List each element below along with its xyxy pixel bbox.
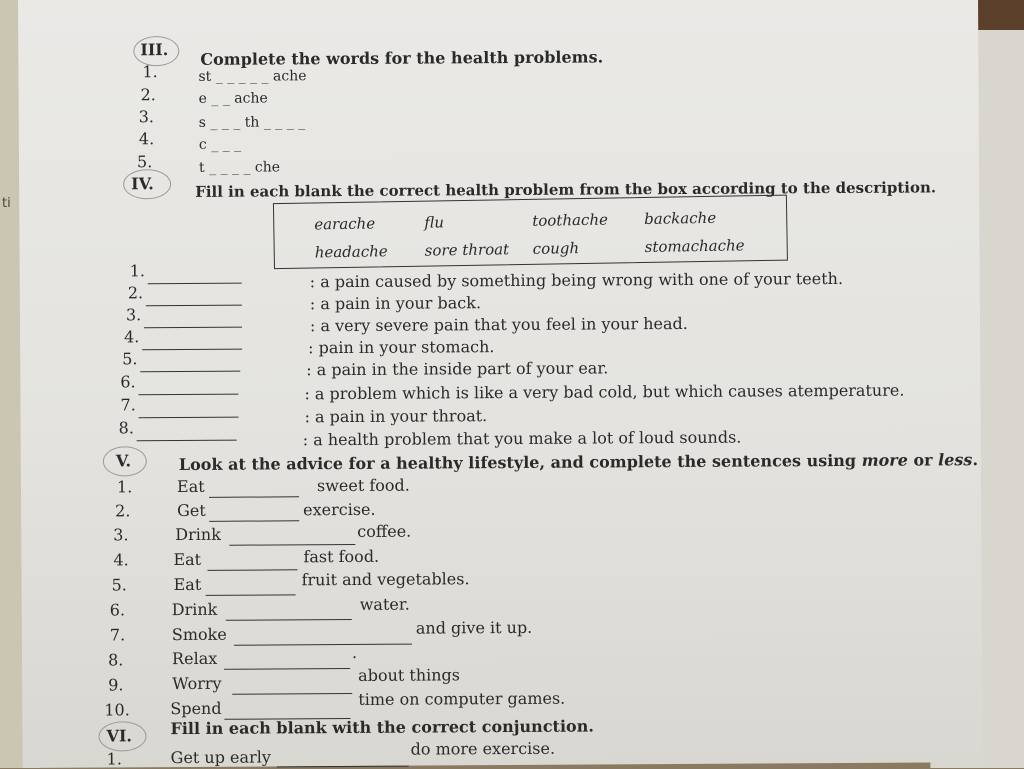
sentence-rest: . — [351, 642, 358, 662]
word-puzzle-item[interactable]: s _ _ _ th _ _ _ _ — [198, 114, 306, 131]
answer-blank[interactable] — [138, 380, 238, 396]
item-number: 8. — [118, 418, 134, 438]
description-text: : a very severe pain that you feel in your head. — [309, 313, 688, 336]
sentence-rest: water. — [359, 594, 410, 614]
item-number: 5. — [136, 152, 153, 172]
description-text: : a pain in your back. — [309, 293, 482, 314]
sentence-rest: and give it up. — [415, 617, 533, 638]
answer-blank[interactable] — [138, 403, 238, 419]
section-6-heading: Fill in each blank with the correct conjunction. — [170, 716, 594, 739]
item-number: 10. — [104, 700, 130, 720]
item-number: 3. — [113, 525, 129, 545]
sentence-verb: Smoke — [171, 624, 227, 645]
section-3-number: III. — [140, 40, 169, 60]
word-puzzle-item[interactable]: t _ _ _ _ che — [198, 159, 281, 176]
box-word: toothache — [532, 210, 609, 230]
item-number: 4. — [113, 550, 129, 570]
answer-blank[interactable] — [209, 482, 299, 498]
item-number: 5. — [122, 349, 138, 369]
answer-blank[interactable] — [224, 654, 350, 670]
description-text: : a pain in the inside part of your ear. — [306, 358, 609, 380]
description-text: : a pain caused by something being wrong with one of your teeth. — [309, 268, 844, 292]
sentence-rest: fast food. — [303, 546, 380, 567]
answer-blank[interactable] — [226, 605, 352, 621]
box-word: headache — [314, 242, 388, 262]
description-text: : pain in your stomach. — [308, 337, 495, 358]
item-number: 7. — [120, 395, 136, 415]
sentence-rest: coffee. — [357, 521, 412, 541]
description-text: : a pain in your throat. — [304, 406, 488, 427]
item-number: 6. — [120, 372, 136, 392]
item-number: 2. — [127, 283, 144, 303]
section-3-heading: Complete the words for the health problems. — [200, 47, 604, 69]
item-number: 1. — [106, 749, 122, 769]
sentence-rest: about things — [358, 665, 461, 685]
item-number: 3. — [138, 107, 155, 127]
description-text: : a problem which is like a very bad cold, but which causes atemperature. — [304, 380, 905, 404]
heading-or: or — [907, 450, 939, 470]
sentence-verb: Eat — [173, 549, 202, 570]
description-text: : a health problem that you make a lot of loud sounds. — [302, 427, 742, 450]
answer-blank[interactable] — [229, 530, 355, 546]
word-puzzle-item[interactable]: c _ _ _ — [198, 136, 242, 153]
item-number: 2. — [140, 85, 156, 105]
sentence-rest: exercise. — [303, 499, 376, 520]
item-number: 1. — [116, 477, 133, 497]
sentence-verb: Eat — [176, 476, 205, 497]
item-number: 2. — [115, 501, 131, 521]
answer-blank[interactable] — [148, 269, 242, 285]
item-number: 4. — [138, 129, 155, 149]
answer-blank[interactable] — [277, 752, 409, 768]
section-5-number: V. — [115, 451, 132, 471]
answer-blank[interactable] — [206, 580, 296, 596]
heading-text: Look at the advice for a healthy lifestyle, and complete the sentences using — [178, 450, 862, 475]
word-box — [273, 195, 788, 270]
worksheet-page — [18, 0, 983, 768]
sentence-rest: do more exercise. — [410, 738, 556, 759]
item-number: 4. — [124, 327, 140, 347]
box-word: sore throat — [424, 240, 510, 260]
answer-blank[interactable] — [137, 426, 237, 442]
answer-blank[interactable] — [142, 335, 242, 351]
answer-blank[interactable] — [209, 506, 299, 522]
word-puzzle-item[interactable]: e _ _ ache — [198, 90, 268, 107]
item-number: 8. — [107, 650, 124, 670]
section-6-number: VI. — [106, 726, 133, 746]
sentence-verb: Drink — [175, 524, 221, 545]
sentence-verb: Drink — [171, 599, 218, 620]
section-4-heading: Fill in each blank the correct health problem from the box according to the description. — [195, 178, 937, 201]
box-word: backache — [644, 208, 717, 228]
item-number: 9. — [108, 675, 124, 695]
sentence-verb: Eat — [173, 574, 202, 595]
item-number: 6. — [109, 600, 126, 620]
side-mark: ti — [2, 196, 11, 211]
word-puzzle-item[interactable]: st _ _ _ _ _ ache — [198, 68, 307, 85]
item-number: 1. — [142, 62, 158, 82]
sentence-verb: Relax — [171, 648, 218, 669]
answer-blank[interactable] — [146, 291, 242, 307]
item-number: 1. — [129, 261, 145, 281]
box-word: cough — [532, 239, 580, 258]
box-word: earache — [314, 214, 376, 234]
answer-blank[interactable] — [144, 313, 242, 329]
section-5-heading — [179, 450, 978, 474]
heading-period: . — [972, 450, 979, 470]
sentence-start: Get up early — [170, 747, 271, 768]
answer-blank[interactable] — [234, 630, 412, 646]
sentence-verb: Worry — [172, 673, 222, 694]
item-number: 7. — [109, 625, 126, 645]
section-4-number: IV. — [131, 174, 154, 194]
answer-blank[interactable] — [232, 679, 352, 695]
sentence-rest: fruit and vegetables. — [301, 569, 470, 590]
answer-blank[interactable] — [140, 357, 240, 373]
box-word: stomachache — [644, 236, 745, 256]
sentence-rest: sweet food. — [316, 475, 410, 496]
sentence-verb: Get — [177, 500, 206, 521]
answer-blank[interactable] — [207, 555, 297, 571]
heading-less: less — [938, 450, 973, 470]
item-number: 5. — [111, 575, 127, 595]
item-number: 3. — [125, 305, 142, 325]
sentence-rest: time on computer games. — [358, 688, 566, 709]
heading-more: more — [861, 450, 908, 470]
sentence-verb: Spend — [170, 698, 222, 719]
box-word: flu — [424, 213, 445, 232]
